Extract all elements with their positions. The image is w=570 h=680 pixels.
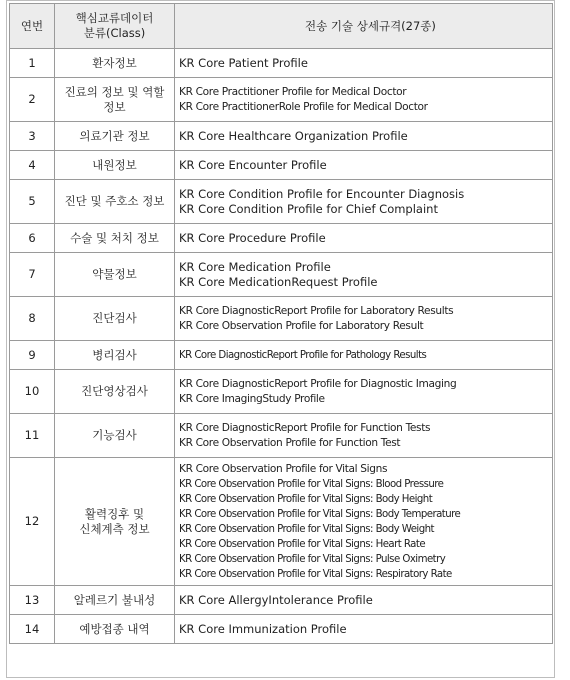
row-class (55, 615, 175, 644)
spec-table-container (9, 3, 552, 644)
spec-table (9, 3, 553, 644)
class-line: 기능검사 (92, 428, 137, 442)
spec-line: KR Core Observation Profile for Vital Signs: Respiratory Rate (179, 568, 452, 580)
row-class (55, 78, 175, 122)
row-class (55, 253, 175, 297)
table-row (10, 615, 553, 644)
row-number: 12 (10, 458, 55, 586)
row-specs (175, 297, 553, 341)
spec-line: KR Core Immunization Profile (179, 621, 347, 636)
table-row (10, 224, 553, 253)
table-row (10, 586, 553, 615)
table-row (10, 253, 553, 297)
header-spec: 전송 기술 상세규격(27종) (175, 4, 553, 49)
row-class (55, 297, 175, 341)
spec-line: KR Core Observation Profile for Vital Signs: Body Temperature (179, 508, 461, 520)
spec-line: KR Core Patient Profile (179, 55, 308, 70)
row-specs (175, 370, 553, 414)
row-number: 4 (10, 151, 55, 180)
row-class (55, 586, 175, 615)
row-number: 10 (10, 370, 55, 414)
class-line: 진단검사 (92, 311, 137, 325)
spec-line: KR Core DiagnosticReport Profile for Laboratory Results (179, 304, 454, 317)
table-row (10, 151, 553, 180)
row-class (55, 458, 175, 586)
table-header-row (10, 4, 553, 49)
class-line: 병리검사 (92, 347, 137, 362)
spec-line: KR Core Medication Profile (179, 259, 331, 274)
table-row (10, 49, 553, 78)
spec-line: KR Core DiagnosticReport Profile for Function Tests (179, 421, 431, 434)
row-specs (175, 49, 553, 78)
row-specs (175, 224, 553, 253)
row-number: 14 (10, 615, 55, 644)
row-number: 11 (10, 414, 55, 458)
class-line: 진단영상검사 (81, 384, 148, 398)
spec-line: KR Core Condition Profile for Chief Complaint (179, 201, 438, 216)
spec-line: KR Core Observation Profile for Vital Signs: Heart Rate (179, 538, 426, 550)
row-class (55, 341, 175, 370)
row-class (55, 49, 175, 78)
spec-line: KR Core Procedure Profile (179, 230, 326, 245)
header-class-line2: 분류(Class) (83, 26, 146, 40)
class-line: 수술 및 처치 정보 (70, 230, 159, 245)
header-no: 연번 (10, 4, 55, 49)
class-line: 환자정보 (92, 55, 137, 70)
table-row (10, 122, 553, 151)
row-specs (175, 78, 553, 122)
spec-line: KR Core MedicationRequest Profile (179, 274, 378, 289)
row-specs (175, 151, 553, 180)
spec-line: KR Core DiagnosticReport Profile for Diagnostic Imaging (179, 377, 457, 390)
row-number: 5 (10, 180, 55, 224)
spec-line: KR Core ImagingStudy Profile (179, 392, 325, 405)
spec-line: KR Core Observation Profile for Vital Signs: Pulse Oximetry (179, 553, 446, 565)
spec-line: KR Core Practitioner Profile for Medical Doctor (179, 85, 407, 98)
row-number: 2 (10, 78, 55, 122)
row-specs (175, 586, 553, 615)
class-line: 예방접종 내역 (79, 621, 150, 636)
row-specs (175, 414, 553, 458)
header-class (55, 4, 175, 49)
row-specs (175, 458, 553, 586)
row-class (55, 414, 175, 458)
table-row (10, 180, 553, 224)
class-line: 진료의 정보 및 역할 (64, 84, 165, 99)
class-line: 진단 및 주호소 정보 (64, 194, 165, 208)
row-specs (175, 180, 553, 224)
class-line: 의료기관 정보 (79, 128, 150, 143)
spec-line: KR Core Observation Profile for Vital Signs (179, 462, 388, 475)
table-row (10, 370, 553, 414)
table-row (10, 458, 553, 586)
spec-line: KR Core Observation Profile for Vital Signs: Blood Pressure (179, 478, 444, 490)
row-number: 8 (10, 297, 55, 341)
row-specs (175, 341, 553, 370)
spec-line: KR Core PractitionerRole Profile for Medical Doctor (179, 100, 428, 113)
table-row (10, 414, 553, 458)
table-row (10, 78, 553, 122)
row-number: 7 (10, 253, 55, 297)
row-number: 13 (10, 586, 55, 615)
row-specs (175, 122, 553, 151)
class-line: 신체계측 정보 (79, 521, 150, 536)
spec-line: KR Core Encounter Profile (179, 157, 327, 172)
spec-line: KR Core Condition Profile for Encounter Diagnosis (179, 186, 465, 201)
class-line: 내원정보 (92, 157, 137, 172)
spec-line: KR Core Observation Profile for Laboratory Result (179, 319, 424, 332)
spec-line: KR Core AllergyIntolerance Profile (179, 592, 373, 607)
class-line: 활력징후 및 (84, 506, 145, 521)
row-number: 1 (10, 49, 55, 78)
table-row (10, 341, 553, 370)
row-class (55, 224, 175, 253)
row-specs (175, 615, 553, 644)
row-number: 3 (10, 122, 55, 151)
row-number: 9 (10, 341, 55, 370)
row-class (55, 180, 175, 224)
table-row (10, 297, 553, 341)
spec-line: KR Core DiagnosticReport Profile for Pathology Results (179, 349, 427, 361)
spec-line: KR Core Observation Profile for Function Test (179, 436, 401, 449)
spec-line: KR Core Observation Profile for Vital Signs: Body Weight (179, 523, 434, 535)
row-class (55, 370, 175, 414)
class-line: 정보 (103, 99, 126, 114)
row-class (55, 122, 175, 151)
class-line: 알레르기 불내성 (73, 592, 156, 607)
spec-line: KR Core Observation Profile for Vital Signs: Body Height (179, 493, 433, 505)
class-line: 약물정보 (92, 267, 137, 281)
row-specs (175, 253, 553, 297)
header-class-line1: 핵심교류데이터 (75, 11, 154, 25)
row-class (55, 151, 175, 180)
row-number: 6 (10, 224, 55, 253)
spec-line: KR Core Healthcare Organization Profile (179, 128, 408, 143)
